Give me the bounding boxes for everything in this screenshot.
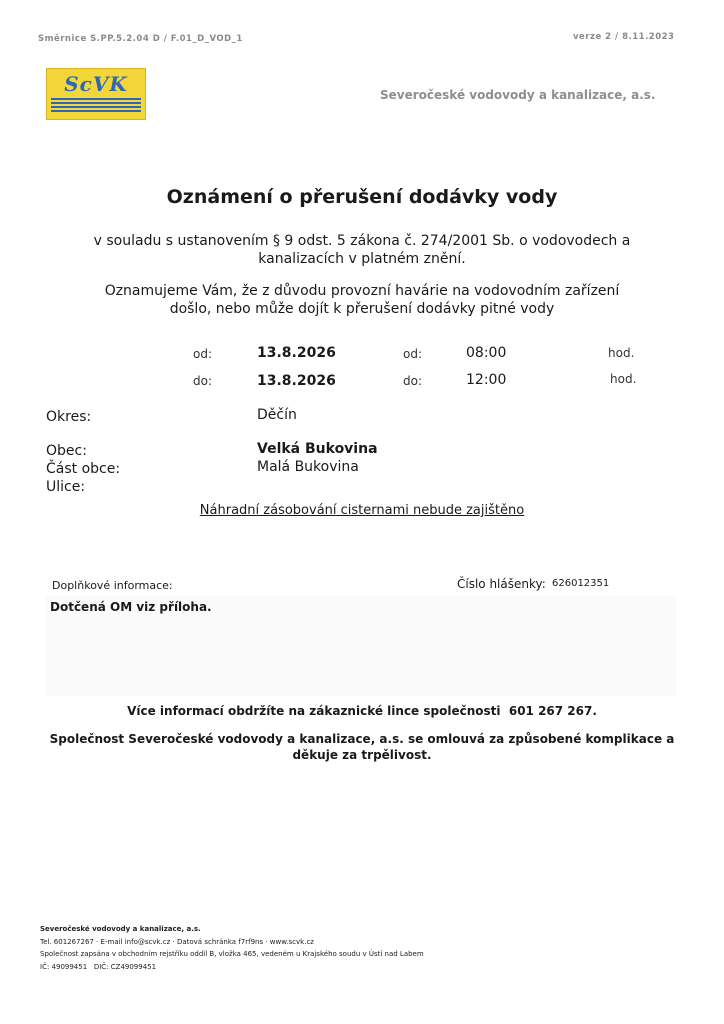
legal-line-2: kanalizacích v platném znění. (258, 251, 466, 267)
supply-note: Náhradní zásobování cisternami nebude zajištěno (199, 503, 525, 518)
from-time: 08:00 (466, 345, 507, 361)
to-time: 12:00 (466, 372, 507, 388)
additional-info-label: Doplňkové informace: (52, 579, 173, 592)
municipality-label: Obec: (46, 443, 87, 459)
contact-line: Více informací obdržíte na zákaznické lince společnosti 601 267 267. (127, 704, 597, 718)
announce-line-1: Oznamujeme Vám, že z důvodu provozní havárie na vodovodním zařízení (104, 283, 620, 299)
company-name-header: Severočeské vodovody a kanalizace, a.s. (380, 88, 656, 102)
company-logo (46, 68, 146, 120)
to-date-label: do: (193, 374, 213, 388)
logo-text: ScVK (64, 72, 128, 96)
from-date: 13.8.2026 (257, 345, 336, 361)
report-number: 626012351 (552, 578, 610, 589)
notice-title: Oznámení o přerušení dodávky vody (166, 186, 558, 208)
directive-code: Směrnice S.PP.5.2.04 D / F.01_D_VOD_1 (38, 34, 243, 44)
from-date-label: od: (193, 347, 213, 361)
footer-registry: Společnost zapsána v obchodním rejstříku oddíl B, vložka 465, vedeném u Krajského soudu v Ústí nad Labem (40, 950, 424, 958)
district-label: Okres: (46, 409, 92, 425)
apology-line-1: Společnost Severočeské vodovody a kanalizace, a.s. se omlouvá za způsobené komplikace a (49, 732, 675, 746)
to-hour-unit: hod. (610, 372, 637, 386)
footer-ids: IČ: 49099451 DIČ: CZ49099451 (40, 963, 157, 971)
from-time-label: od: (403, 347, 423, 361)
street-label: Ulice: (46, 479, 86, 495)
district-value: Děčín (257, 407, 297, 423)
announce-line-2: došlo, nebo může dojít k přerušení dodávky pitné vody (169, 301, 555, 317)
to-date: 13.8.2026 (257, 373, 336, 389)
footer-contact: Tel. 601267267 · E-mail info@scvk.cz · Datová schránka f7rf9ns · www.scvk.cz (40, 938, 314, 946)
to-time-label: do: (403, 374, 423, 388)
part-label: Část obce: (46, 461, 121, 477)
from-hour-unit: hod. (608, 346, 635, 360)
report-number-label: Číslo hlášenky: (457, 577, 546, 591)
logo-stripes (51, 98, 141, 114)
part-value: Malá Bukovina (257, 459, 359, 475)
footer-company: Severočeské vodovody a kanalizace, a.s. (40, 925, 201, 933)
additional-info-text: Dotčená OM viz příloha. (50, 600, 212, 614)
version-label: verze 2 / 8.11.2023 (573, 32, 675, 42)
municipality-value: Velká Bukovina (257, 441, 378, 457)
apology-line-2: děkuje za trpělivost. (292, 748, 432, 762)
legal-line-1: v souladu s ustanovením § 9 odst. 5 zákona č. 274/2001 Sb. o vodovodech a (93, 233, 631, 249)
